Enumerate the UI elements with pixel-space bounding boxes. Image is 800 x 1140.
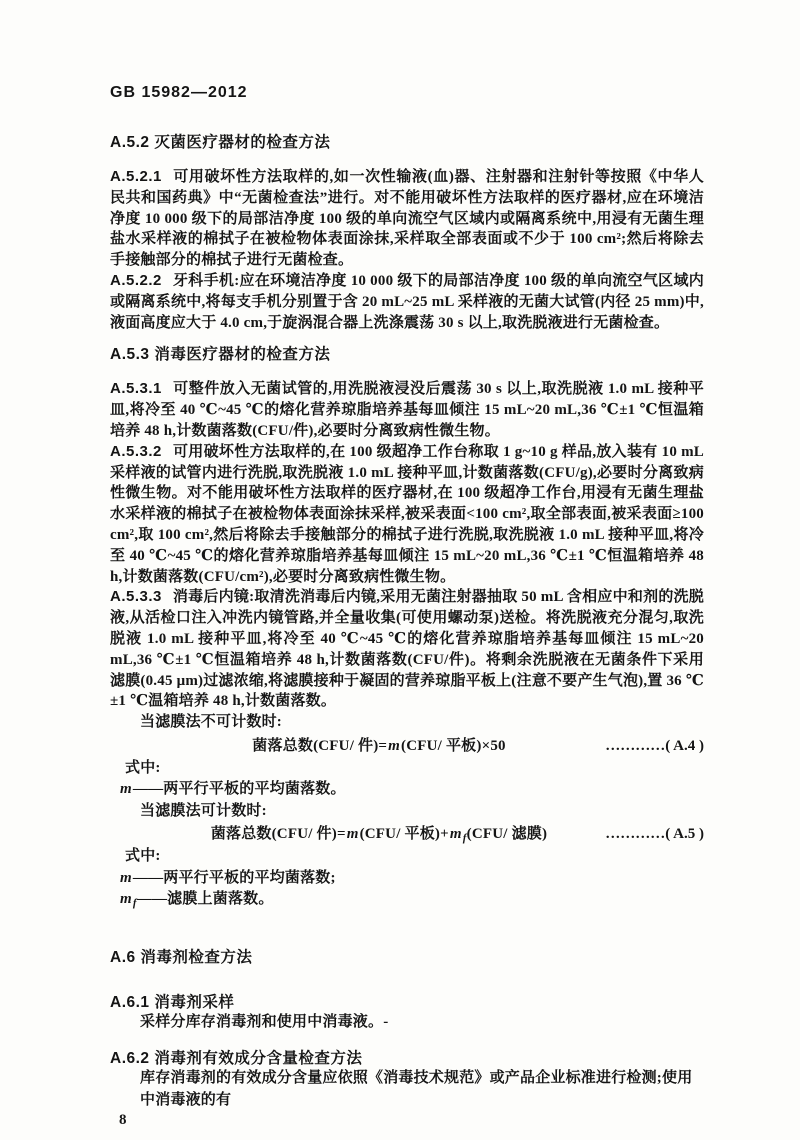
- formula-a4-expression: [252, 735, 505, 758]
- clause-number: A.5.3.2: [110, 442, 162, 460]
- formula-a5-expression: [211, 823, 547, 850]
- formula-text: (CFU/ 平板)+: [359, 826, 449, 843]
- definition-text: ——两平行平板的平均菌落数。: [132, 781, 346, 798]
- formula-a5: [110, 823, 704, 846]
- clause-text: 可整件放入无菌试管的,用洗脱液浸没后震荡 30 s 以上,取洗脱液 1.0 mL 接种平皿,将冷至 40 ℃~45 ℃的熔化营养琼脂培养基每皿倾注 15 mL~20 mL,36 ℃±1 ℃恒温箱培养 48 h,计数菌落数(CFU/件),必要时分离致病性微生物。: [110, 381, 704, 439]
- clause-text: 牙科手机:应在环境洁净度 10 000 级下的局部洁净度 100 级的单向流空气区域内或隔离系统中,将每支手机分别置于含 20 mL~25 mL 采样液的无菌大试管(内径 25 mm)中,液面高度应大于 4.0 cm,于旋涡混合器上洗涤震荡 30 s 以上,取洗脱液进行无菌检查。: [110, 272, 704, 331]
- heading-a6: A.6 消毒剂检查方法: [110, 948, 253, 966]
- paragraph-a6-2: 库存消毒剂的有效成分含量应依照《消毒技术规范》或产品企业标准进行检测;使用中消毒液的有: [140, 1070, 693, 1108]
- formula-text: 菌落总数(CFU/ 件)=: [210, 826, 346, 843]
- heading-a5-3: A.5.3 消毒医疗器材的检查方法: [110, 346, 331, 364]
- clause-number: A.5.2.2: [110, 271, 162, 289]
- mf-definition: [110, 889, 704, 915]
- membrane-countable-note: 当滤膜法可计数时:: [140, 802, 267, 819]
- paragraph-a5-3-1: [110, 379, 704, 441]
- variable-m: m: [346, 826, 359, 843]
- variable-m: m: [449, 826, 462, 843]
- membrane-not-countable-note: 当滤膜法不可计数时:: [140, 714, 282, 731]
- page-content: [110, 84, 704, 1129]
- heading-a6-2: A.6.2 消毒剂有效成分含量检查方法: [110, 1050, 363, 1068]
- definition-text: ——两平行平板的平均菌落数;: [132, 869, 336, 886]
- paragraph-a5-2-2: [110, 271, 704, 333]
- formula-text: (CFU/ 滤膜): [466, 826, 548, 843]
- variable-m: m: [388, 737, 401, 754]
- where-label: 式中:: [125, 759, 161, 776]
- page-number: 8: [119, 1112, 127, 1129]
- heading-a5-2: A.5.2 灭菌医疗器材的检查方法: [110, 134, 331, 151]
- formula-text: (CFU/ 平板)×50: [401, 737, 506, 754]
- m-definition: [110, 779, 704, 801]
- standard-number: GB 15982—2012: [110, 84, 248, 101]
- clause-number: A.5.2.1: [110, 168, 162, 185]
- paragraph-a5-3-2: [110, 442, 704, 588]
- paragraph-a6-1: 采样分库存消毒剂和使用中消毒液。-: [140, 1013, 389, 1030]
- where-label: 式中:: [125, 848, 161, 865]
- clause-text: 可用破坏性方法取样的,如一次性输液(血)器、注射器和注射针等按照《中华人民共和国药典》中“无菌检查法”进行。对不能用破坏性方法取样的医疗器材,应在环境洁净度 10 000 级下的局部洁净度 100 级的单向流空气区域内或隔离系统中,用浸有无菌生理盐水采样液的棉拭子在被检物体表面涂抹,采样取全部表面或不少于 100 cm²;然后将除去手接触部分的棉拭子进行无菌检查。: [110, 169, 704, 269]
- variable-m: m: [120, 869, 132, 886]
- paragraph-a5-3-3: [110, 587, 704, 712]
- variable-m: m: [120, 781, 132, 798]
- definition-text: ——滤膜上菌落数。: [136, 891, 274, 908]
- m-definition: [110, 868, 704, 890]
- formula-a4-label: …………( A.4 ): [605, 737, 704, 754]
- clause-number: A.5.3.1: [110, 380, 162, 398]
- paragraph-a5-2-1: [110, 167, 704, 271]
- formula-a4: [110, 735, 704, 758]
- formula-a5-label: …………( A.5 ): [605, 826, 704, 843]
- clause-number: A.5.3.3: [110, 588, 162, 606]
- formula-text: 菌落总数(CFU/ 件)=: [252, 737, 388, 754]
- clause-text: 可用破坏性方法取样的,在 100 级超净工作台称取 1 g~10 g 样品,放入装有 10 mL 采样液的试管内进行洗脱,取洗脱液 1.0 mL 接种平皿,计数菌落数(CFU/g),必要时分离致病性微生物。对不能用破坏性方法取样的医疗器材,在 100 级超净工作台,用浸有无菌生理盐水采样液的棉拭子在被检物体表面涂抹采样,被采表面<100 cm²,取全部表面,被采表面≥100 cm²,取 100 cm²,然后将除去手接触部分的棉拭子进行洗脱,取洗脱液 1.0 mL 接种平皿,将冷至 40 ℃~45 ℃的熔化营养琼脂培养基每皿倾注 15 mL~20 mL,36 ℃±1 ℃恒温箱培养 48 h,计数菌落数(CFU/cm²),必要时分离致病性微生物。: [110, 443, 704, 585]
- heading-a6-1: A.6.1 消毒剂采样: [110, 993, 235, 1011]
- variable-subscript-f: f: [462, 832, 467, 845]
- clause-text: 消毒后内镜:取清洗消毒后内镜,采用无菌注射器抽取 50 mL 含相应中和剂的洗脱液,从活检口注入冲洗内镜管路,并全量收集(可使用螺动泵)送检。将洗脱液充分混匀,取洗脱液 1.0 mL 接种平皿,将冷至 40 ℃~45 ℃的熔化营养琼脂培养基每皿倾注 15 mL~20 mL,36 ℃±1 ℃恒温箱培养 48 h,计数菌落数(CFU/件)。将剩余洗脱液在无菌条件下采用滤膜(0.45 μm)过滤浓缩,将滤膜接种于凝固的营养琼脂平板上(注意不要产生气泡),置 36 ℃±1 ℃温箱培养 48 h,计数菌落数。: [110, 589, 704, 710]
- variable-m: m: [120, 891, 132, 908]
- variable-subscript-f: f: [132, 897, 137, 910]
